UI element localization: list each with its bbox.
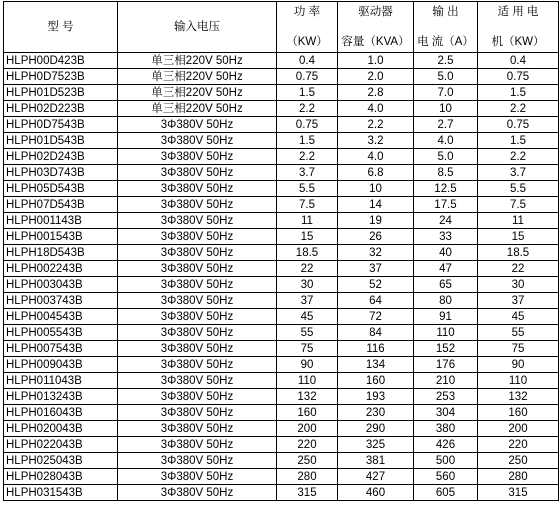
cell-capacity: 427 (338, 469, 414, 485)
cell-model: HLPH00D423B (4, 53, 118, 69)
table-row (4, 117, 559, 133)
cell-motor: 75 (478, 341, 559, 357)
cell-current: 47 (414, 261, 478, 277)
cell-model: HLPH03D743B (4, 165, 118, 181)
cell-capacity: 3.2 (338, 133, 414, 149)
cell-voltage: 3Φ380V 50Hz (118, 213, 277, 229)
cell-voltage: 单三相220V 50Hz (118, 69, 277, 85)
cell-power: 55 (277, 325, 338, 341)
cell-power: 5.5 (277, 181, 338, 197)
spec-table (3, 1, 559, 501)
cell-motor: 1.5 (478, 133, 559, 149)
cell-model: HLPH005543B (4, 325, 118, 341)
cell-model: HLPH001543B (4, 229, 118, 245)
cell-power: 22 (277, 261, 338, 277)
cell-voltage: 3Φ380V 50Hz (118, 165, 277, 181)
cell-capacity: 134 (338, 357, 414, 373)
header-power-top: 功 率 (293, 6, 321, 18)
cell-model: HLPH002243B (4, 261, 118, 277)
cell-motor: 15 (478, 229, 559, 245)
header-motor (478, 2, 559, 53)
cell-voltage: 3Φ380V 50Hz (118, 325, 277, 341)
cell-capacity: 230 (338, 405, 414, 421)
cell-power: 15 (277, 229, 338, 245)
cell-capacity: 72 (338, 309, 414, 325)
table-row (4, 357, 559, 373)
cell-motor: 0.75 (478, 69, 559, 85)
table-row (4, 293, 559, 309)
cell-power: 90 (277, 357, 338, 373)
cell-power: 3.7 (277, 165, 338, 181)
cell-capacity: 381 (338, 453, 414, 469)
cell-voltage: 单三相220V 50Hz (118, 85, 277, 101)
table-row (4, 181, 559, 197)
cell-capacity: 14 (338, 197, 414, 213)
cell-motor: 45 (478, 309, 559, 325)
cell-model: HLPH01D543B (4, 133, 118, 149)
cell-motor: 55 (478, 325, 559, 341)
cell-motor: 1.5 (478, 85, 559, 101)
cell-capacity: 4.0 (338, 101, 414, 117)
cell-motor: 2.2 (478, 101, 559, 117)
cell-model: HLPH016043B (4, 405, 118, 421)
cell-motor: 250 (478, 453, 559, 469)
cell-power: 11 (277, 213, 338, 229)
cell-capacity: 84 (338, 325, 414, 341)
cell-motor: 11 (478, 213, 559, 229)
cell-voltage: 3Φ380V 50Hz (118, 437, 277, 453)
cell-current: 7.0 (414, 85, 478, 101)
header-current (414, 2, 478, 53)
cell-current: 380 (414, 421, 478, 437)
cell-motor: 37 (478, 293, 559, 309)
cell-capacity: 2.2 (338, 117, 414, 133)
cell-voltage: 3Φ380V 50Hz (118, 341, 277, 357)
cell-model: HLPH028043B (4, 469, 118, 485)
table-row (4, 277, 559, 293)
cell-power: 30 (277, 277, 338, 293)
cell-current: 500 (414, 453, 478, 469)
cell-power: 280 (277, 469, 338, 485)
table-row (4, 53, 559, 69)
table-row (4, 197, 559, 213)
table-row (4, 373, 559, 389)
cell-power: 0.75 (277, 69, 338, 85)
cell-capacity: 290 (338, 421, 414, 437)
cell-motor: 30 (478, 277, 559, 293)
table-row (4, 69, 559, 85)
cell-current: 8.5 (414, 165, 478, 181)
cell-motor: 22 (478, 261, 559, 277)
cell-capacity: 460 (338, 485, 414, 501)
cell-power: 132 (277, 389, 338, 405)
cell-motor: 90 (478, 357, 559, 373)
cell-current: 24 (414, 213, 478, 229)
cell-motor: 160 (478, 405, 559, 421)
table-row (4, 229, 559, 245)
header-model: 型 号 (4, 2, 118, 53)
cell-power: 200 (277, 421, 338, 437)
cell-power: 1.5 (277, 85, 338, 101)
cell-model: HLPH011043B (4, 373, 118, 389)
table-row (4, 389, 559, 405)
cell-capacity: 64 (338, 293, 414, 309)
cell-model: HLPH022043B (4, 437, 118, 453)
cell-capacity: 2.8 (338, 85, 414, 101)
cell-model: HLPH0D7543B (4, 117, 118, 133)
table-row (4, 245, 559, 261)
cell-voltage: 3Φ380V 50Hz (118, 469, 277, 485)
cell-capacity: 160 (338, 373, 414, 389)
cell-capacity: 32 (338, 245, 414, 261)
cell-motor: 2.2 (478, 149, 559, 165)
table-row (4, 453, 559, 469)
cell-model: HLPH07D543B (4, 197, 118, 213)
cell-power: 37 (277, 293, 338, 309)
cell-voltage: 3Φ380V 50Hz (118, 277, 277, 293)
table-row (4, 437, 559, 453)
cell-current: 210 (414, 373, 478, 389)
cell-capacity: 52 (338, 277, 414, 293)
cell-voltage: 3Φ380V 50Hz (118, 181, 277, 197)
cell-power: 220 (277, 437, 338, 453)
cell-motor: 0.75 (478, 117, 559, 133)
table-row (4, 133, 559, 149)
cell-current: 80 (414, 293, 478, 309)
cell-current: 40 (414, 245, 478, 261)
cell-voltage: 3Φ380V 50Hz (118, 117, 277, 133)
cell-capacity: 116 (338, 341, 414, 357)
table-row (4, 341, 559, 357)
cell-model: HLPH003743B (4, 293, 118, 309)
header-voltage: 输入电压 (118, 2, 277, 53)
cell-current: 91 (414, 309, 478, 325)
cell-motor: 220 (478, 437, 559, 453)
cell-motor: 110 (478, 373, 559, 389)
header-motor-bottom: 机（KW） (491, 36, 545, 48)
header-capacity (338, 2, 414, 53)
spec-table-container (3, 1, 559, 501)
cell-power: 45 (277, 309, 338, 325)
cell-current: 17.5 (414, 197, 478, 213)
cell-capacity: 19 (338, 213, 414, 229)
cell-current: 2.5 (414, 53, 478, 69)
cell-power: 110 (277, 373, 338, 389)
cell-voltage: 3Φ380V 50Hz (118, 405, 277, 421)
cell-capacity: 4.0 (338, 149, 414, 165)
cell-model: HLPH001143B (4, 213, 118, 229)
cell-voltage: 3Φ380V 50Hz (118, 309, 277, 325)
header-motor-top: 适 用 电 (497, 6, 539, 18)
cell-capacity: 2.0 (338, 69, 414, 85)
table-row (4, 149, 559, 165)
table-row (4, 325, 559, 341)
cell-voltage: 3Φ380V 50Hz (118, 453, 277, 469)
table-row (4, 485, 559, 501)
cell-power: 18.5 (277, 245, 338, 261)
cell-power: 7.5 (277, 197, 338, 213)
cell-model: HLPH003043B (4, 277, 118, 293)
cell-voltage: 3Φ380V 50Hz (118, 261, 277, 277)
cell-current: 4.0 (414, 133, 478, 149)
header-power (277, 2, 338, 53)
cell-capacity: 325 (338, 437, 414, 453)
cell-current: 65 (414, 277, 478, 293)
header-capacity-top: 驱动器 (358, 6, 393, 18)
table-row (4, 213, 559, 229)
table-row (4, 101, 559, 117)
cell-current: 253 (414, 389, 478, 405)
cell-model: HLPH01D523B (4, 85, 118, 101)
cell-capacity: 37 (338, 261, 414, 277)
cell-model: HLPH18D543B (4, 245, 118, 261)
header-capacity-bottom: 容量（KVA） (341, 36, 410, 48)
header-row (4, 2, 559, 53)
cell-voltage: 3Φ380V 50Hz (118, 389, 277, 405)
cell-current: 426 (414, 437, 478, 453)
table-row (4, 261, 559, 277)
table-row (4, 309, 559, 325)
cell-voltage: 3Φ380V 50Hz (118, 421, 277, 437)
cell-power: 75 (277, 341, 338, 357)
cell-motor: 7.5 (478, 197, 559, 213)
cell-voltage: 单三相220V 50Hz (118, 101, 277, 117)
cell-current: 10 (414, 101, 478, 117)
cell-power: 160 (277, 405, 338, 421)
cell-current: 605 (414, 485, 478, 501)
cell-current: 2.7 (414, 117, 478, 133)
cell-motor: 132 (478, 389, 559, 405)
cell-model: HLPH05D543B (4, 181, 118, 197)
table-row (4, 165, 559, 181)
cell-power: 0.4 (277, 53, 338, 69)
header-power-bottom: （KW） (286, 36, 328, 48)
cell-motor: 0.4 (478, 53, 559, 69)
cell-power: 250 (277, 453, 338, 469)
cell-motor: 200 (478, 421, 559, 437)
cell-voltage: 3Φ380V 50Hz (118, 245, 277, 261)
cell-voltage: 3Φ380V 50Hz (118, 357, 277, 373)
cell-power: 315 (277, 485, 338, 501)
cell-voltage: 3Φ380V 50Hz (118, 149, 277, 165)
cell-model: HLPH013243B (4, 389, 118, 405)
table-row (4, 469, 559, 485)
cell-current: 5.0 (414, 149, 478, 165)
table-row (4, 85, 559, 101)
cell-model: HLPH020043B (4, 421, 118, 437)
table-row (4, 421, 559, 437)
cell-model: HLPH007543B (4, 341, 118, 357)
cell-current: 110 (414, 325, 478, 341)
cell-current: 560 (414, 469, 478, 485)
cell-current: 5.0 (414, 69, 478, 85)
header-current-top: 输 出 (432, 6, 459, 18)
cell-motor: 18.5 (478, 245, 559, 261)
cell-current: 33 (414, 229, 478, 245)
cell-model: HLPH025043B (4, 453, 118, 469)
cell-power: 2.2 (277, 149, 338, 165)
cell-voltage: 3Φ380V 50Hz (118, 293, 277, 309)
cell-motor: 5.5 (478, 181, 559, 197)
cell-capacity: 6.8 (338, 165, 414, 181)
cell-voltage: 3Φ380V 50Hz (118, 373, 277, 389)
cell-capacity: 1.0 (338, 53, 414, 69)
cell-power: 2.2 (277, 101, 338, 117)
cell-motor: 3.7 (478, 165, 559, 181)
cell-voltage: 3Φ380V 50Hz (118, 133, 277, 149)
cell-power: 0.75 (277, 117, 338, 133)
cell-motor: 315 (478, 485, 559, 501)
cell-capacity: 193 (338, 389, 414, 405)
table-body (4, 53, 559, 501)
cell-model: HLPH02D223B (4, 101, 118, 117)
cell-motor: 280 (478, 469, 559, 485)
cell-voltage: 3Φ380V 50Hz (118, 485, 277, 501)
cell-voltage: 3Φ380V 50Hz (118, 229, 277, 245)
cell-model: HLPH02D243B (4, 149, 118, 165)
cell-capacity: 10 (338, 181, 414, 197)
cell-current: 176 (414, 357, 478, 373)
cell-model: HLPH004543B (4, 309, 118, 325)
cell-model: HLPH0D7523B (4, 69, 118, 85)
cell-voltage: 单三相220V 50Hz (118, 53, 277, 69)
cell-power: 1.5 (277, 133, 338, 149)
cell-model: HLPH009043B (4, 357, 118, 373)
table-row (4, 405, 559, 421)
cell-current: 304 (414, 405, 478, 421)
cell-capacity: 26 (338, 229, 414, 245)
header-current-bottom: 电 流（A） (417, 36, 474, 48)
cell-model: HLPH031543B (4, 485, 118, 501)
cell-current: 12.5 (414, 181, 478, 197)
cell-voltage: 3Φ380V 50Hz (118, 197, 277, 213)
cell-current: 152 (414, 341, 478, 357)
